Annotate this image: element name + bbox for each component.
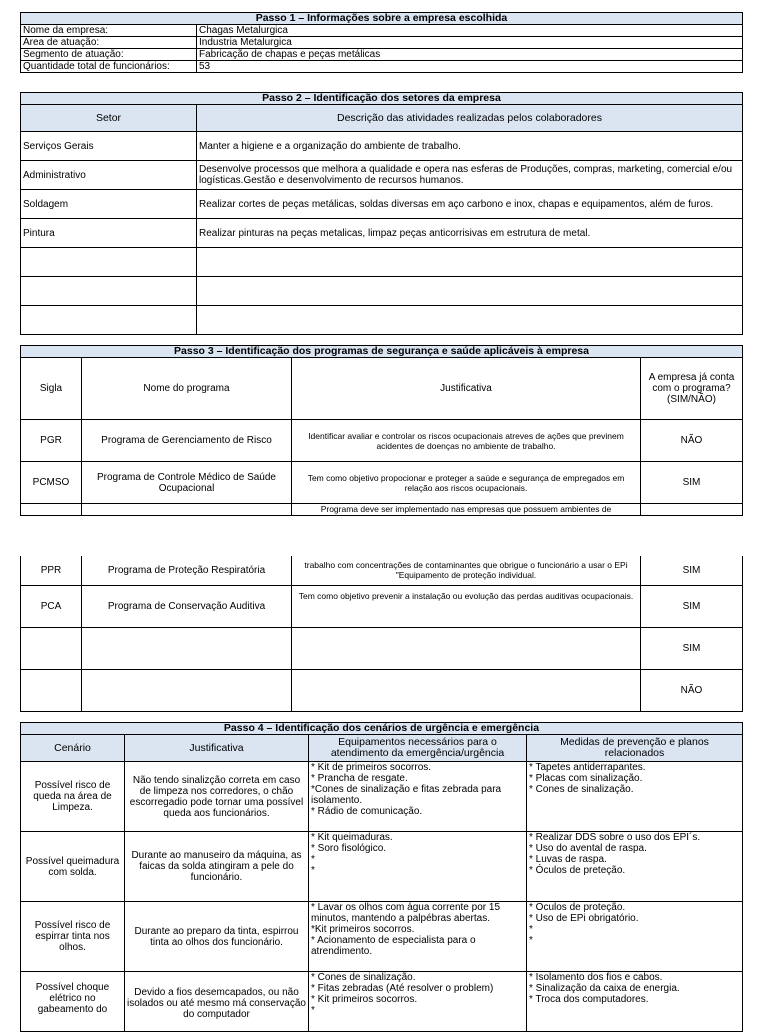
equipamento-item: *	[311, 1005, 315, 1016]
sigla-cell: PGR	[21, 420, 82, 462]
empty-cell	[641, 504, 743, 516]
cenario-cell: Possível risco de queda na área de Limpeza.	[21, 762, 125, 832]
empty-cell	[197, 277, 743, 306]
descricao-cell: Desenvolve processos que melhora a qualidade e opera nas esferas de Produções, compras, marketing, comercial e/ou logísticas.Gestão e desenvolvimento de recursos humanos.	[197, 161, 743, 190]
medida-item: * Placas com sinalização.	[529, 773, 643, 784]
medidas-cell	[527, 762, 743, 832]
justificativa-cell	[292, 627, 641, 669]
col-sigla: Sigla	[21, 358, 82, 420]
cenario-cell: Possível choque elétrico no gabeamento do	[21, 972, 125, 1032]
passo2-table	[20, 92, 743, 335]
medida-item: * Óculos de preteção.	[529, 865, 626, 876]
medida-item: * Tapetes antiderrapantes.	[529, 762, 646, 773]
col-medidas: Medidas de prevenção e planos relacionados	[527, 735, 743, 762]
medida-item: * Oculos de proteção.	[529, 902, 626, 913]
col-cenario: Cenário	[21, 735, 125, 762]
sigla-cell	[21, 669, 82, 711]
justificativa-cell: Durante ao preparo da tinta, espirrou tinta ao olhos dos funcionário.	[125, 902, 309, 972]
empty-cell	[21, 504, 82, 516]
equipamentos-cell	[309, 832, 527, 902]
justificativa-cell: Identificar avaliar e controlar os riscos ocupacionais atreves de ações que previnem acidentes de doenças no ambiente de trabalho.	[292, 420, 641, 462]
setor-cell: Administrativo	[21, 161, 197, 190]
justificativa-cell: Devido a fios desemcapados, ou não isolados ou até mesmo má conservação do computador	[125, 972, 309, 1032]
medida-item: * Luvas de raspa.	[529, 854, 607, 865]
medida-item: * Realizar DDS sobre o uso dos EPI´s.	[529, 832, 701, 843]
equipamento-item: * Fitas zebradas (Até resolver o problem)	[311, 983, 494, 994]
medidas-cell	[527, 832, 743, 902]
setor-cell: Pintura	[21, 219, 197, 248]
label-segmento: Segmento de atuação:	[21, 49, 197, 61]
col-setor: Setor	[21, 105, 197, 132]
programa-cell: Programa de Proteção Respiratória	[82, 556, 292, 585]
passo1-table	[20, 12, 743, 73]
value-nome-empresa: Chagas Metalurgica	[197, 25, 743, 37]
equipamento-item: * Kit de primeiros socorros.	[311, 762, 432, 773]
passo4-table	[20, 722, 743, 1032]
programa-cell: Programa de Gerenciamento de Risco	[82, 420, 292, 462]
medida-item: *	[529, 924, 533, 935]
medida-item: * Cones de sinalização.	[529, 784, 634, 795]
setor-cell: Soldagem	[21, 190, 197, 219]
cenario-cell: Possível queimadura com solda.	[21, 832, 125, 902]
status-cell: SIM	[641, 556, 743, 585]
equipamento-item: *	[311, 865, 315, 876]
medida-item: * Uso de EPi obrigatório.	[529, 913, 639, 924]
descricao-cell: Realizar cortes de peças metálicas, soldas diversas em aço carbono e inox, chapas e equipamentos, além de furos.	[197, 190, 743, 219]
status-cell: NÃO	[641, 669, 743, 711]
equipamentos-cell	[309, 902, 527, 972]
sigla-cell: PCA	[21, 585, 82, 627]
passo3-title: Passo 3 – Identificação dos programas de segurança e saúde aplicáveis à empresa	[21, 346, 743, 358]
passo3-table	[20, 345, 743, 516]
programa-cell	[82, 627, 292, 669]
descricao-cell: Realizar pinturas na peças metalicas, limpaz peças anticorrisivas em estrutura de metal.	[197, 219, 743, 248]
equipamentos-cell	[309, 762, 527, 832]
label-funcionarios: Quantidade total de funcionários:	[21, 61, 197, 73]
medida-item: * Isolamento dos fios e cabos.	[529, 972, 663, 983]
medidas-cell	[527, 902, 743, 972]
label-area-atuacao: Área de atuação:	[21, 37, 197, 49]
value-area-atuacao: Industria Metalurgica	[197, 37, 743, 49]
justificativa-cell: Não tendo sinalizção correta em caso de limpeza nos corredores, o chão escorregadio pode tornar uma possível queda aos funcionários.	[125, 762, 309, 832]
status-cell: SIM	[641, 627, 743, 669]
status-cell: NÃO	[641, 420, 743, 462]
col-equipamentos: Equipamentos necessários para o atendimento da emergência/urgência	[309, 735, 527, 762]
equipamento-item: * Rádio de comunicação.	[311, 806, 423, 817]
setor-cell: Serviços Gerais	[21, 132, 197, 161]
programa-cell: Programa de Conservação Auditiva	[82, 585, 292, 627]
sigla-cell: PCMSO	[21, 462, 82, 504]
value-segmento: Fabricação de chapas e peças metálicas	[197, 49, 743, 61]
justificativa-cell: Tem como objetivo prevenir a instalação ou evolução das perdas auditivas ocupacionais.	[292, 585, 641, 627]
programa-cell	[82, 669, 292, 711]
descricao-cell: Manter a higiene e a organização do ambiente de trabalho.	[197, 132, 743, 161]
passo4-title: Passo 4 – Identificação dos cenários de urgência e emergência	[21, 723, 743, 735]
equipamentos-cell	[309, 972, 527, 1032]
sigla-cell: PPR	[21, 556, 82, 585]
equipamento-item: *Kit primeiros socorros.	[311, 924, 415, 935]
programa-cell: Programa de Controle Médico de Saúde Ocupacional	[82, 462, 292, 504]
justificativa-cell	[292, 669, 641, 711]
value-funcionarios: 53	[197, 61, 743, 73]
empty-cell	[197, 306, 743, 335]
medida-item: * Troca dos computadores.	[529, 994, 649, 1005]
equipamento-item: * Lavar os olhos com água corrente por 15 minutos, mantendo a palpébras abertas.	[311, 902, 500, 924]
justificativa-cell: trabalho com concentrações de contaminantes que obrigue o funcionário a usar o EPi "Equipamento de proteção individual.	[292, 556, 641, 585]
equipamento-item: *	[311, 854, 315, 865]
empty-cell	[21, 248, 197, 277]
label-nome-empresa: Nome da empresa:	[21, 25, 197, 37]
sigla-cell	[21, 627, 82, 669]
status-cell: SIM	[641, 462, 743, 504]
col-descricao: Descrição das atividades realizadas pelos colaboradores	[197, 105, 743, 132]
equipamento-item: * Cones de sinalização.	[311, 972, 416, 983]
equipamento-item: * Soro fisológico.	[311, 843, 387, 854]
medida-item: * Uso do avental de raspa.	[529, 843, 647, 854]
col-nome-programa: Nome do programa	[82, 358, 292, 420]
medida-item: *	[529, 935, 533, 946]
empty-cell	[197, 248, 743, 277]
medidas-cell	[527, 972, 743, 1032]
cenario-cell: Possível risco de espirrar tinta nos olhos.	[21, 902, 125, 972]
col-justificativa: Justificativa	[292, 358, 641, 420]
passo2-title: Passo 2 – Identificação dos setores da empresa	[21, 93, 743, 105]
col-justificativa: Justificativa	[125, 735, 309, 762]
equipamento-item: *Cones de sinalização e fitas zebrada para isolamento.	[311, 784, 502, 806]
equipamento-item: * Prancha de resgate.	[311, 773, 408, 784]
col-possui-programa: A empresa já conta com o programa? (SIM/NÃO)	[641, 358, 743, 420]
equipamento-item: * Acionamento de especialista para o atrendimento.	[311, 935, 476, 957]
status-cell: SIM	[641, 585, 743, 627]
empty-cell	[21, 306, 197, 335]
justificativa-cell: Tem como objetivo propocionar e proteger a saúde e segurança de empregados em relação aos riscos ocupacionais.	[292, 462, 641, 504]
passo3-continued-table	[20, 556, 743, 712]
empty-cell	[82, 504, 292, 516]
equipamento-item: * Kit primeiros socorros.	[311, 994, 418, 1005]
medida-item: * Sinalização da caixa de energia.	[529, 983, 680, 994]
equipamento-item: * Kit queimaduras.	[311, 832, 393, 843]
empty-cell	[21, 277, 197, 306]
justificativa-split-cell: Programa deve ser implementado nas empresas que possuem ambientes de	[292, 504, 641, 516]
justificativa-cell: Durante ao manuseiro da máquina, as faicas da solda atingiram a pele do funcionário.	[125, 832, 309, 902]
passo1-title: Passo 1 – Informações sobre a empresa escolhida	[21, 13, 743, 25]
